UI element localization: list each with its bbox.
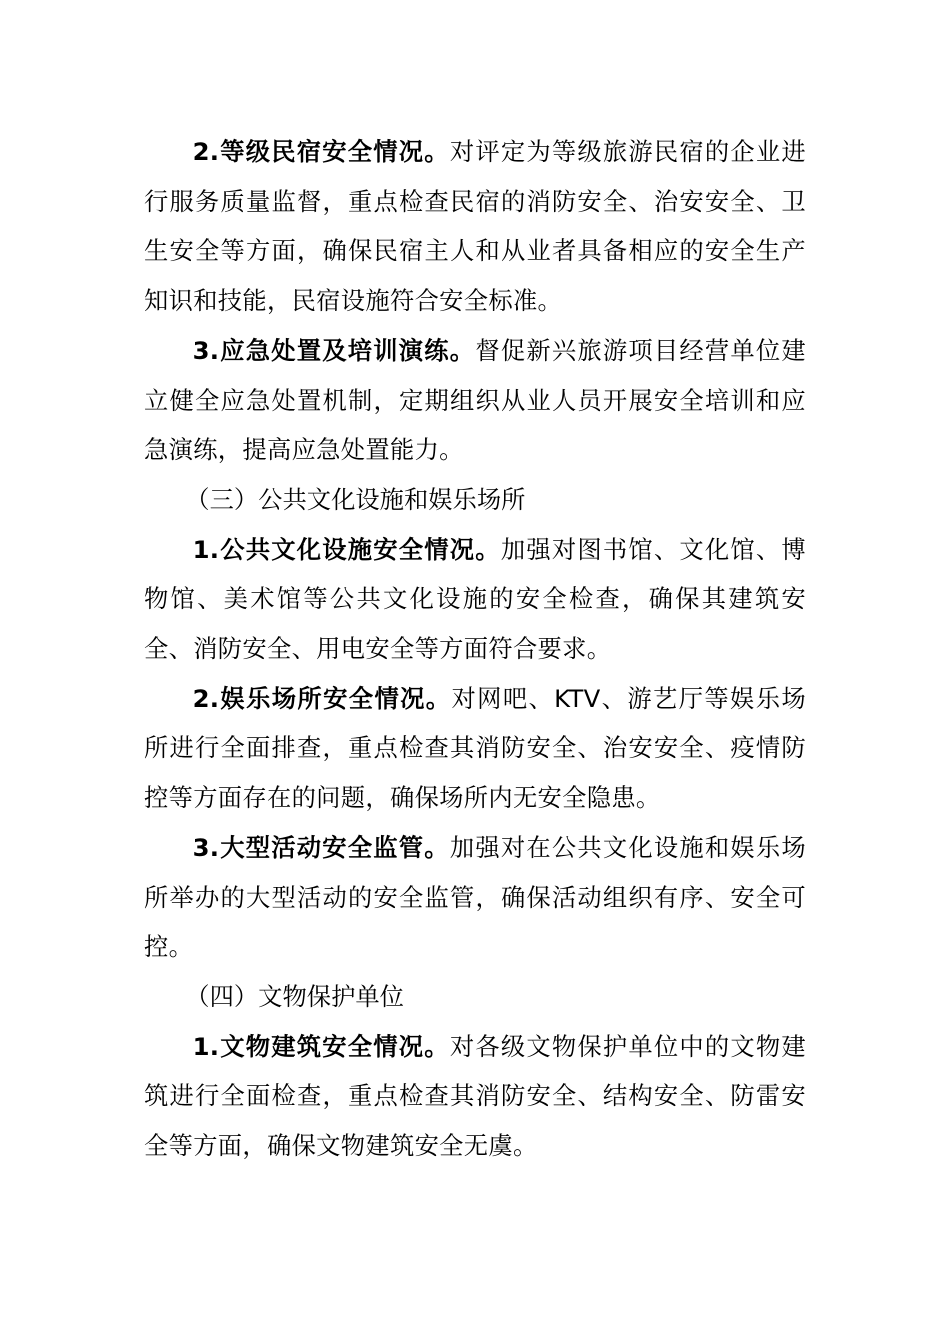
paragraph-relic-building-safety [144,1022,806,1171]
paragraph-homestay-safety [144,127,806,326]
paragraph-lead: 3.应急处置及培训演练。 [192,335,476,365]
paragraph-lead: 1.公共文化设施安全情况。 [192,534,501,564]
section-heading-public-culture: （三）公共文化设施和娱乐场所 [185,484,526,514]
paragraph-body: 督促新兴旅游项目经营单位建立健全应急处置机制，定期组织从业人员开展安全培训和应急演练，提高应急处置能力。 [144,335,806,465]
paragraph-body: 加强对在公共文化设施和娱乐场所举办的大型活动的安全监管，确保活动组织有序、安全可控。 [144,832,807,962]
paragraph-entertainment-safety [144,674,806,823]
paragraph-emergency-drill [144,326,806,475]
paragraph-body: 对评定为等级旅游民宿的企业进行服务质量监督，重点检查民宿的消防安全、治安安全、卫生安全等方面，确保民宿主人和从业者具备相应的安全生产知识和技能，民宿设施符合安全标准。 [144,137,807,316]
section-heading-cultural-relics: （四）文物保护单位 [185,981,404,1011]
paragraph-large-event-supervision [144,823,806,972]
document-page [144,127,806,1171]
paragraph-lead: 1.文物建筑安全情况。 [192,1031,450,1061]
paragraph-body: 对网吧、KTV、游艺厅等娱乐场所进行全面排查，重点检查其消防安全、治安安全、疫情防控等方面存在的问题，确保场所内无安全隐患。 [144,683,806,813]
paragraph-lead: 3.大型活动安全监管。 [192,832,450,862]
paragraph-public-facility-safety [144,525,806,674]
paragraph-lead: 2.娱乐场所安全情况。 [192,683,452,713]
paragraph-body: 加强对图书馆、文化馆、博物馆、美术馆等公共文化设施的安全检查，确保其建筑安全、消防安全、用电安全等方面符合要求。 [144,534,806,664]
paragraph-lead: 2.等级民宿安全情况。 [192,137,450,166]
paragraph-body: 对各级文物保护单位中的文物建筑进行全面检查，重点检查其消防安全、结构安全、防雷安全等方面，确保文物建筑安全无虞。 [144,1031,807,1161]
